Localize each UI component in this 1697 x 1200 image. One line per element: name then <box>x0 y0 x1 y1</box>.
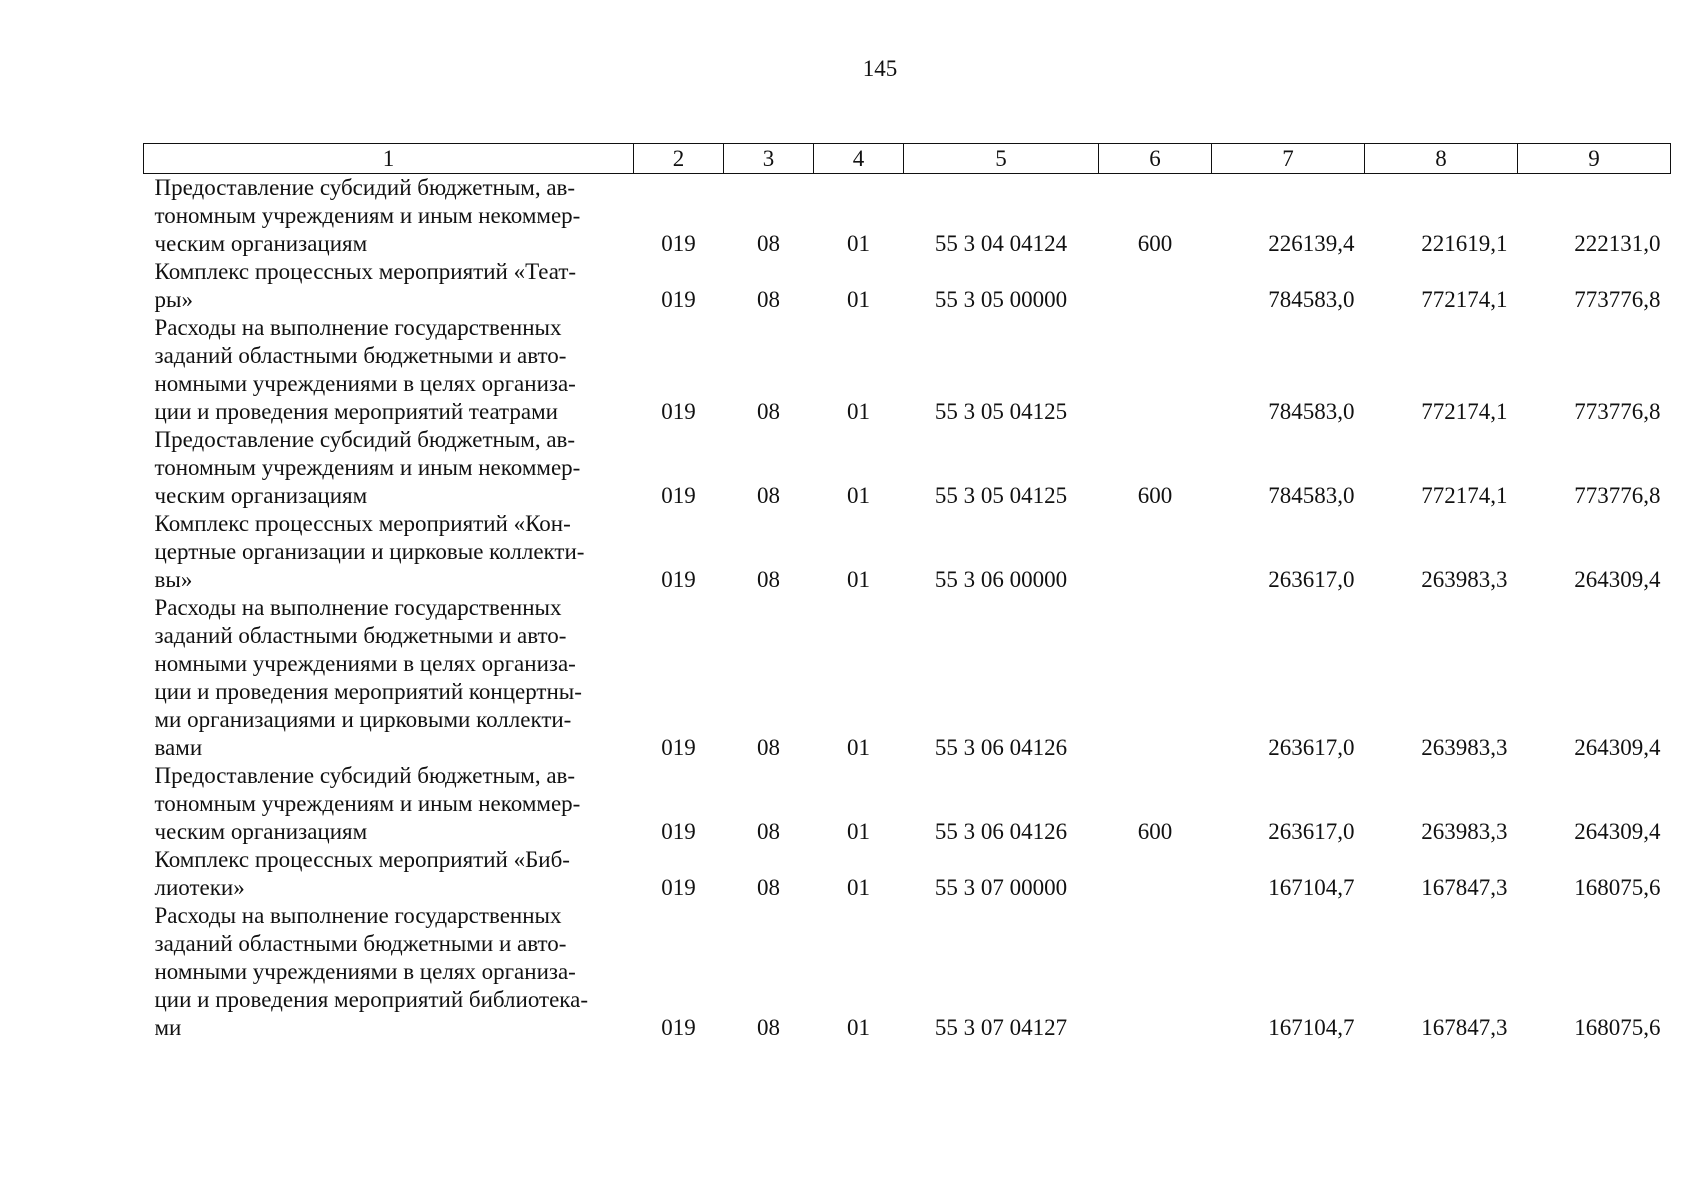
column-header: 8 <box>1365 144 1518 174</box>
code-target-article: 55 3 05 04125 <box>934 399 1068 424</box>
code-target-article: 55 3 06 04126 <box>934 819 1068 844</box>
item-name-line: цертные организации и цирковые коллекти- <box>154 539 585 564</box>
code-target-article: 55 3 07 04127 <box>934 1015 1068 1040</box>
amount-year-2: 263983,3 <box>1421 735 1508 760</box>
column-header-row <box>144 144 1671 174</box>
amount-year-3: 773776,8 <box>1574 399 1661 424</box>
item-name-line: Комплекс процессных мероприятий «Биб- <box>154 847 570 872</box>
code-subsection: 01 <box>847 1015 870 1040</box>
item-name <box>144 258 634 314</box>
column-header: 1 <box>144 144 634 174</box>
table-row <box>144 762 1671 846</box>
amount-year-2: 772174,1 <box>1421 287 1508 312</box>
code-expense-type: 600 <box>1137 819 1173 844</box>
amount-year-1: 263617,0 <box>1268 567 1355 592</box>
item-name-line: тономным учреждениям и иным некоммер- <box>154 455 581 480</box>
amount-year-1: 784583,0 <box>1268 287 1355 312</box>
item-name-line: Предоставление субсидий бюджетным, ав- <box>154 427 576 452</box>
amount-year-3: 264309,4 <box>1574 819 1661 844</box>
amount-year-2: 263983,3 <box>1421 819 1508 844</box>
amount-year-2: 772174,1 <box>1421 483 1508 508</box>
item-name-line: вами <box>154 735 203 760</box>
code-expense-type <box>1099 314 1212 426</box>
item-name-line: Комплекс процессных мероприятий «Теат- <box>154 259 577 284</box>
item-name-line: ции и проведения мероприятий театрами <box>154 399 558 424</box>
column-header: 3 <box>724 144 814 174</box>
code-target-article: 55 3 06 04126 <box>934 735 1068 760</box>
code-expense-type <box>1099 594 1212 762</box>
item-name <box>144 846 634 902</box>
column-header: 2 <box>634 144 724 174</box>
table-row <box>144 258 1671 314</box>
table-row <box>144 594 1671 762</box>
amount-year-3: 222131,0 <box>1574 231 1661 256</box>
item-name-line: ческим организациям <box>154 819 368 844</box>
amount-year-1: 167104,7 <box>1268 875 1355 900</box>
code-target-article: 55 3 04 04124 <box>934 231 1068 256</box>
item-name-line: заданий областными бюджетными и авто- <box>154 343 567 368</box>
code-target-article: 55 3 07 00000 <box>934 875 1068 900</box>
item-name-line: ции и проведения мероприятий концертны- <box>154 679 582 704</box>
code-target-article: 55 3 06 00000 <box>934 567 1068 592</box>
column-header: 7 <box>1212 144 1365 174</box>
code-subsection: 01 <box>847 735 870 760</box>
item-name <box>144 594 634 762</box>
item-name-line: номными учреждениями в целях организа- <box>154 371 576 396</box>
code-section: 08 <box>757 1015 780 1040</box>
item-name-line: заданий областными бюджетными и авто- <box>154 931 567 956</box>
code-expense-type <box>1099 258 1212 314</box>
code-admin: 019 <box>661 399 696 424</box>
code-subsection: 01 <box>847 483 870 508</box>
item-name <box>144 762 634 846</box>
code-expense-type <box>1099 846 1212 902</box>
table-row <box>144 426 1671 510</box>
code-expense-type <box>1099 510 1212 594</box>
item-name-line: ческим организациям <box>154 231 368 256</box>
column-header: 5 <box>904 144 1099 174</box>
code-section: 08 <box>757 231 780 256</box>
item-name <box>144 174 634 259</box>
code-admin: 019 <box>661 483 696 508</box>
amount-year-1: 263617,0 <box>1268 735 1355 760</box>
amount-year-3: 264309,4 <box>1574 567 1661 592</box>
amount-year-1: 226139,4 <box>1268 231 1355 256</box>
code-admin: 019 <box>661 1015 696 1040</box>
item-name-line: ми организациями и цирковыми коллекти- <box>154 707 572 732</box>
amount-year-3: 264309,4 <box>1574 735 1661 760</box>
item-name <box>144 902 634 1042</box>
column-header: 9 <box>1518 144 1671 174</box>
code-section: 08 <box>757 735 780 760</box>
code-target-article: 55 3 05 04125 <box>934 483 1068 508</box>
code-subsection: 01 <box>847 231 870 256</box>
code-section: 08 <box>757 287 780 312</box>
code-admin: 019 <box>661 287 696 312</box>
code-section: 08 <box>757 567 780 592</box>
amount-year-1: 167104,7 <box>1268 1015 1355 1040</box>
table-row <box>144 174 1671 259</box>
amount-year-2: 221619,1 <box>1421 231 1508 256</box>
amount-year-1: 263617,0 <box>1268 819 1355 844</box>
amount-year-3: 168075,6 <box>1574 1015 1661 1040</box>
item-name-line: Расходы на выполнение государственных <box>154 595 562 620</box>
budget-table <box>143 143 1671 1042</box>
code-section: 08 <box>757 875 780 900</box>
item-name-line: заданий областными бюджетными и авто- <box>154 623 567 648</box>
amount-year-2: 772174,1 <box>1421 399 1508 424</box>
item-name-line: Предоставление субсидий бюджетным, ав- <box>154 175 576 200</box>
item-name-line: номными учреждениями в целях организа- <box>154 651 576 676</box>
code-target-article: 55 3 05 00000 <box>934 287 1068 312</box>
amount-year-1: 784583,0 <box>1268 399 1355 424</box>
code-subsection: 01 <box>847 567 870 592</box>
item-name-line: ми <box>154 1015 182 1040</box>
item-name-line: Расходы на выполнение государственных <box>154 903 562 928</box>
item-name-line: ческим организациям <box>154 483 368 508</box>
item-name-line: номными учреждениями в целях организа- <box>154 959 576 984</box>
code-admin: 019 <box>661 567 696 592</box>
code-admin: 019 <box>661 875 696 900</box>
code-admin: 019 <box>661 735 696 760</box>
table-row <box>144 314 1671 426</box>
code-section: 08 <box>757 483 780 508</box>
code-section: 08 <box>757 399 780 424</box>
code-expense-type <box>1099 902 1212 1042</box>
amount-year-3: 773776,8 <box>1574 287 1661 312</box>
code-subsection: 01 <box>847 875 870 900</box>
item-name-line: вы» <box>154 567 193 592</box>
amount-year-3: 773776,8 <box>1574 483 1661 508</box>
item-name-line: Предоставление субсидий бюджетным, ав- <box>154 763 576 788</box>
item-name <box>144 510 634 594</box>
table-row <box>144 846 1671 902</box>
column-header: 6 <box>1099 144 1212 174</box>
code-subsection: 01 <box>847 287 870 312</box>
item-name-line: ры» <box>154 287 193 312</box>
item-name <box>144 314 634 426</box>
amount-year-3: 168075,6 <box>1574 875 1661 900</box>
amount-year-2: 263983,3 <box>1421 567 1508 592</box>
column-header: 4 <box>814 144 904 174</box>
table-body <box>144 174 1671 1043</box>
item-name-line: тономным учреждениям и иным некоммер- <box>154 791 581 816</box>
code-section: 08 <box>757 819 780 844</box>
code-expense-type: 600 <box>1137 483 1173 508</box>
item-name-line: Расходы на выполнение государственных <box>154 315 562 340</box>
code-subsection: 01 <box>847 819 870 844</box>
table-row <box>144 902 1671 1042</box>
item-name-line: Комплекс процессных мероприятий «Кон- <box>154 511 571 536</box>
table-row <box>144 510 1671 594</box>
code-subsection: 01 <box>847 399 870 424</box>
amount-year-1: 784583,0 <box>1268 483 1355 508</box>
amount-year-2: 167847,3 <box>1421 875 1508 900</box>
item-name <box>144 426 634 510</box>
item-name-line: ции и проведения мероприятий библиотека- <box>154 987 588 1012</box>
page-number: 145 <box>862 56 898 81</box>
amount-year-2: 167847,3 <box>1421 1015 1508 1040</box>
item-name-line: лиотеки» <box>154 875 245 900</box>
code-admin: 019 <box>661 819 696 844</box>
code-admin: 019 <box>661 231 696 256</box>
code-expense-type: 600 <box>1137 231 1173 256</box>
item-name-line: тономным учреждениям и иным некоммер- <box>154 203 581 228</box>
